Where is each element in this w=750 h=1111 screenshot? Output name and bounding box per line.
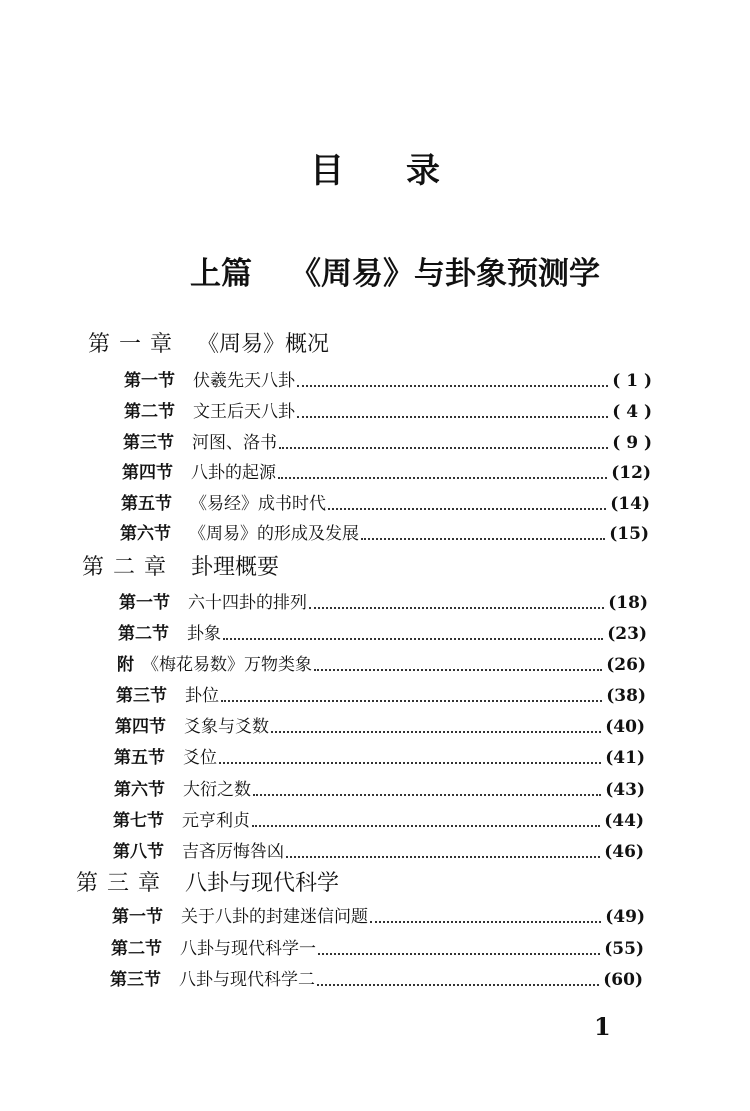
section-title: 六十四卦的排列 <box>188 593 307 613</box>
section-title: 卦位 <box>185 686 219 706</box>
section-number: 第二节 <box>111 939 162 959</box>
section-number: 附 <box>117 655 134 675</box>
dot-leader <box>328 507 606 510</box>
section-number: 第六节 <box>120 524 171 544</box>
dot-leader <box>219 761 601 764</box>
section-number: 第三节 <box>116 686 167 706</box>
section-number: 第四节 <box>115 717 166 737</box>
page-title: 目录 <box>310 151 502 191</box>
page-number: (43) <box>605 780 645 800</box>
dot-leader <box>279 446 608 449</box>
chapter-heading <box>88 327 329 358</box>
page-number: (26) <box>606 655 646 675</box>
section-number: 第三节 <box>110 970 161 990</box>
toc-entry <box>116 684 646 708</box>
page-number: (49) <box>605 907 645 927</box>
chapter-title: 八卦与现代科学 <box>185 871 340 896</box>
toc-entry <box>119 591 648 615</box>
section-title: 《周易》的形成及发展 <box>189 524 359 544</box>
section-title: 《易经》成书时代 <box>190 494 326 514</box>
page-number: (15) <box>609 524 649 544</box>
toc-entry <box>114 746 645 770</box>
section-title: 爻位 <box>183 748 217 768</box>
section-title: 八卦与现代科学二 <box>179 970 315 990</box>
toc-entry <box>118 622 647 646</box>
page-number: (23) <box>607 624 647 644</box>
toc-entry <box>113 840 644 864</box>
page-number: ( 9 ) <box>612 433 652 453</box>
section-number: 第六节 <box>114 780 165 800</box>
dot-leader <box>278 476 607 479</box>
section-number: 第二节 <box>118 624 169 644</box>
section-title: 八卦与现代科学一 <box>180 939 316 959</box>
dot-leader <box>317 983 599 986</box>
page-number: (41) <box>605 748 645 768</box>
section-title: 文王后天八卦 <box>193 402 295 422</box>
toc-entry <box>121 492 650 516</box>
section-title: 卦象 <box>187 624 221 644</box>
page-number: (60) <box>603 970 643 990</box>
section-number: 第一节 <box>112 907 163 927</box>
toc-entry <box>123 431 652 455</box>
dot-leader <box>318 952 600 955</box>
section-title: 八卦的起源 <box>191 463 276 483</box>
chapter-number: 第三章 <box>76 871 170 896</box>
section-number: 第八节 <box>113 842 164 862</box>
toc-entry <box>117 653 646 677</box>
page-number: (46) <box>604 842 644 862</box>
page-number: (14) <box>610 494 650 514</box>
toc-entry <box>111 937 644 961</box>
chapter-number: 第二章 <box>82 555 176 580</box>
toc-entry <box>120 522 649 546</box>
chapter-heading <box>82 550 279 581</box>
section-number: 第三节 <box>123 433 174 453</box>
chapter-title: 卦理概要 <box>191 555 280 580</box>
toc-entry <box>124 369 652 393</box>
page-folio-number: 1 <box>594 1012 611 1041</box>
section-number: 第四节 <box>122 463 173 483</box>
dot-leader <box>297 384 608 387</box>
section-number: 第五节 <box>121 494 172 514</box>
dot-leader <box>223 637 603 640</box>
section-number: 第五节 <box>114 748 165 768</box>
page-number: (38) <box>606 686 646 706</box>
dot-leader <box>370 920 601 923</box>
section-title: 关于八卦的封建迷信问题 <box>181 907 368 927</box>
section-number: 第一节 <box>119 593 170 613</box>
page-number: ( 4 ) <box>612 402 652 422</box>
page-number: (40) <box>605 717 645 737</box>
dot-leader <box>309 606 604 609</box>
toc-entry <box>114 778 645 802</box>
page-number: ( 1 ) <box>612 371 652 391</box>
toc-entry <box>113 809 644 833</box>
section-title: 吉吝厉悔咎凶 <box>182 842 284 862</box>
section-number: 第二节 <box>124 402 175 422</box>
section-title: 大衍之数 <box>183 780 251 800</box>
chapter-number: 第一章 <box>88 332 182 357</box>
dot-leader <box>271 730 601 733</box>
toc-entry <box>115 715 645 739</box>
chapter-title: 《周易》概况 <box>197 332 330 357</box>
toc-entry <box>124 400 652 424</box>
page-number: (44) <box>604 811 644 831</box>
section-title: 河图、洛书 <box>192 433 277 453</box>
dot-leader <box>297 415 608 418</box>
dot-leader <box>361 537 605 540</box>
section-title: 爻象与爻数 <box>184 717 269 737</box>
dot-leader <box>286 855 600 858</box>
toc-entry <box>122 461 651 485</box>
dot-leader <box>314 668 602 671</box>
section-number: 第一节 <box>124 371 175 391</box>
section-title: 伏羲先天八卦 <box>193 371 295 391</box>
section-title: 《梅花易数》万物类象 <box>142 655 312 675</box>
part-title-text: 《周易》与卦象预测学 <box>290 256 600 292</box>
section-number: 第七节 <box>113 811 164 831</box>
dot-leader <box>253 793 601 796</box>
part-title <box>190 248 600 293</box>
chapter-heading <box>76 866 339 897</box>
toc-entry <box>110 968 643 992</box>
toc-entry <box>112 905 645 929</box>
part-label: 上篇 <box>190 256 252 292</box>
dot-leader <box>221 699 602 702</box>
page-number: (55) <box>604 939 644 959</box>
page-number: (12) <box>611 463 651 483</box>
dot-leader <box>252 824 600 827</box>
section-title: 元亨利贞 <box>182 811 250 831</box>
page-number: (18) <box>608 593 648 613</box>
